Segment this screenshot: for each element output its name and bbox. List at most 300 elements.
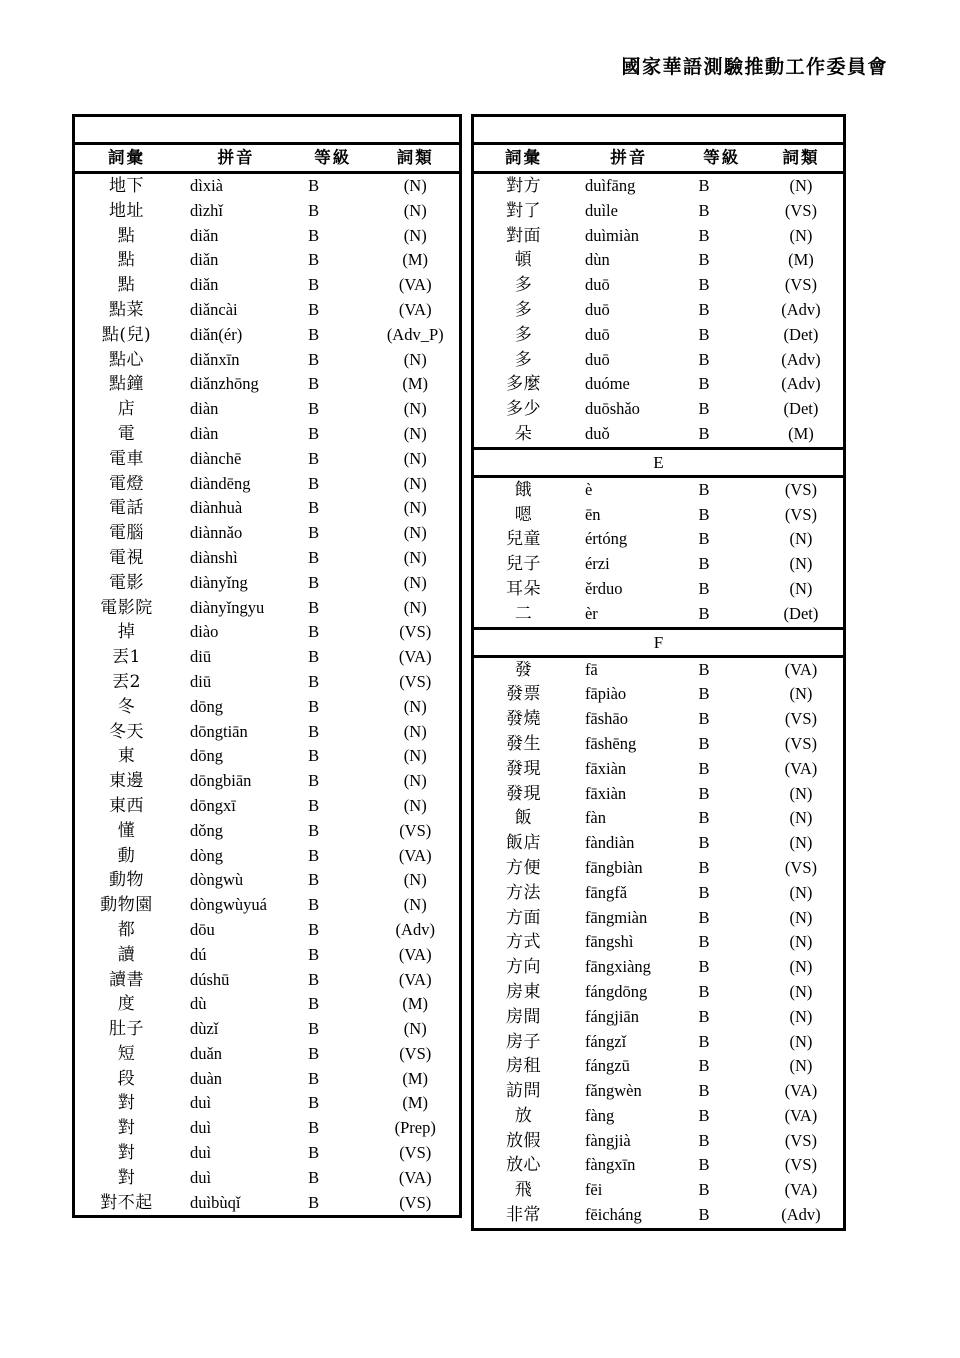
word-cell: 多 bbox=[514, 299, 533, 320]
level-cell: B bbox=[308, 647, 320, 667]
pos-cell: (Adv) bbox=[781, 349, 821, 369]
level-cell: B bbox=[698, 423, 710, 443]
table-row bbox=[473, 527, 845, 552]
level-cell: B bbox=[308, 498, 320, 518]
word-cell: 對 bbox=[117, 1093, 136, 1114]
word-cell: 房子 bbox=[505, 1031, 541, 1052]
level-cell: B bbox=[698, 758, 710, 778]
pos-cell: (VS) bbox=[784, 504, 817, 524]
level-cell: B bbox=[308, 696, 320, 716]
word-cell: 對 bbox=[117, 1143, 136, 1164]
pos-cell: (M) bbox=[402, 250, 429, 270]
word-cell: 發生 bbox=[505, 733, 541, 754]
word-cell: 點心 bbox=[108, 349, 144, 370]
word-cell: 點 bbox=[117, 275, 136, 296]
pinyin-cell: dōng bbox=[189, 696, 223, 716]
table-row bbox=[74, 248, 461, 273]
level-cell: B bbox=[308, 1019, 320, 1039]
table-row bbox=[473, 831, 845, 856]
pos-cell: (VA) bbox=[784, 1180, 818, 1200]
level-cell: B bbox=[308, 870, 320, 890]
word-cell: 多 bbox=[514, 275, 533, 296]
table-row bbox=[74, 968, 461, 993]
word-cell: 對面 bbox=[505, 225, 541, 246]
table-row bbox=[473, 1178, 845, 1203]
level-cell: B bbox=[308, 820, 320, 840]
word-cell: 非常 bbox=[505, 1205, 541, 1226]
pos-cell: (N) bbox=[789, 907, 813, 927]
table-row bbox=[473, 348, 845, 373]
pinyin-cell: fāngfǎ bbox=[584, 882, 628, 902]
word-cell: 發現 bbox=[505, 783, 541, 804]
level-cell: B bbox=[698, 1031, 710, 1051]
pinyin-cell: fángdōng bbox=[584, 981, 648, 1001]
spacer-cell bbox=[473, 116, 845, 144]
pos-cell: (VA) bbox=[398, 845, 432, 865]
table-row bbox=[473, 1203, 845, 1229]
word-cell: 冬天 bbox=[108, 721, 144, 742]
pinyin-cell: duì bbox=[189, 1093, 212, 1113]
table-row bbox=[74, 1116, 461, 1141]
pinyin-cell: fēi bbox=[584, 1180, 603, 1200]
pinyin-cell: diǎnxīn bbox=[189, 349, 240, 369]
table-row bbox=[74, 992, 461, 1017]
pinyin-cell: fēicháng bbox=[584, 1205, 642, 1225]
pinyin-cell: diǎn bbox=[189, 275, 219, 295]
pinyin-cell: dōngtiān bbox=[189, 721, 248, 741]
word-cell: 方式 bbox=[505, 932, 541, 953]
pos-cell: (N) bbox=[789, 1056, 813, 1076]
pinyin-cell: fángjiān bbox=[584, 1006, 639, 1026]
table-row bbox=[74, 620, 461, 645]
pos-cell: (N) bbox=[403, 895, 427, 915]
level-cell: B bbox=[698, 907, 710, 927]
table-row bbox=[74, 744, 461, 769]
table-row bbox=[473, 323, 845, 348]
word-cell: 段 bbox=[117, 1068, 136, 1089]
word-cell: 點鐘 bbox=[108, 374, 144, 395]
word-cell: 肚子 bbox=[108, 1019, 144, 1040]
word-cell: 對 bbox=[117, 1167, 136, 1188]
table-row bbox=[74, 819, 461, 844]
pinyin-cell: duì bbox=[189, 1118, 212, 1138]
pinyin-cell: diǎnzhōng bbox=[189, 374, 259, 394]
level-cell: B bbox=[308, 895, 320, 915]
table-row bbox=[473, 248, 845, 273]
pinyin-cell: è bbox=[584, 479, 593, 499]
level-cell: B bbox=[308, 547, 320, 567]
alphabet-section-divider bbox=[473, 628, 845, 656]
word-cell: 方向 bbox=[505, 957, 541, 978]
word-cell: 發票 bbox=[505, 684, 541, 705]
word-cell: 點菜 bbox=[108, 299, 144, 320]
word-cell: 度 bbox=[117, 994, 136, 1015]
pos-cell: (VA) bbox=[784, 659, 818, 679]
table-row bbox=[473, 173, 845, 199]
table-row bbox=[74, 173, 461, 199]
table-row bbox=[74, 323, 461, 348]
word-cell: 丟1 bbox=[112, 647, 141, 668]
pos-cell: (Adv) bbox=[395, 919, 435, 939]
pos-cell: (M) bbox=[402, 374, 429, 394]
pinyin-cell: duǒ bbox=[584, 423, 610, 443]
word-cell: 短 bbox=[117, 1043, 136, 1064]
pinyin-cell: diào bbox=[189, 622, 219, 642]
pinyin-cell: duō bbox=[584, 275, 610, 295]
level-cell: B bbox=[308, 622, 320, 642]
pinyin-cell: fàndiàn bbox=[584, 833, 635, 853]
column-header-row bbox=[473, 144, 845, 173]
pinyin-cell: diànyǐng bbox=[189, 572, 248, 592]
pinyin-cell: fāxiàn bbox=[584, 783, 627, 803]
table-row bbox=[473, 930, 845, 955]
level-cell: B bbox=[308, 1093, 320, 1113]
pos-cell: (VS) bbox=[399, 622, 432, 642]
level-cell: B bbox=[308, 671, 320, 691]
word-cell: 電影 bbox=[108, 572, 144, 593]
pos-cell: (N) bbox=[403, 870, 427, 890]
level-cell: B bbox=[698, 225, 710, 245]
pinyin-cell: dōng bbox=[189, 746, 223, 766]
pinyin-cell: diǎn(ér) bbox=[189, 324, 243, 344]
pos-cell: (Det) bbox=[783, 603, 819, 623]
pinyin-cell: fángzǐ bbox=[584, 1031, 627, 1051]
word-cell: 飛 bbox=[514, 1180, 533, 1201]
pinyin-cell: érzi bbox=[584, 554, 610, 574]
table-top-spacer-row bbox=[473, 116, 845, 144]
level-cell: B bbox=[308, 771, 320, 791]
pos-cell: (M) bbox=[788, 423, 814, 443]
word-cell: 電影院 bbox=[100, 597, 153, 618]
pos-cell: (N) bbox=[403, 1019, 427, 1039]
pinyin-cell: duìle bbox=[584, 200, 618, 220]
level-cell: B bbox=[308, 399, 320, 419]
pos-cell: (VA) bbox=[398, 1167, 432, 1187]
pos-cell: (VA) bbox=[398, 275, 432, 295]
spacer-cell bbox=[74, 116, 461, 144]
word-cell: 電視 bbox=[108, 547, 144, 568]
word-cell: 房東 bbox=[505, 981, 541, 1002]
word-cell: 頓 bbox=[514, 250, 533, 271]
pinyin-cell: dōngbiān bbox=[189, 771, 252, 791]
word-cell: 飯店 bbox=[505, 833, 541, 854]
pinyin-cell: duǎn bbox=[189, 1043, 223, 1063]
level-cell: B bbox=[698, 783, 710, 803]
table-row bbox=[473, 476, 845, 502]
pos-cell: (VS) bbox=[784, 479, 817, 499]
word-cell: 嗯 bbox=[514, 504, 533, 525]
table-row bbox=[473, 757, 845, 782]
level-cell: B bbox=[698, 1180, 710, 1200]
word-cell: 二 bbox=[514, 603, 533, 624]
left-table-body bbox=[74, 116, 461, 1217]
word-cell: 方法 bbox=[505, 882, 541, 903]
pos-cell: (Adv) bbox=[781, 299, 821, 319]
level-cell: B bbox=[698, 479, 710, 499]
pos-cell: (N) bbox=[403, 448, 427, 468]
level-cell: B bbox=[698, 833, 710, 853]
pos-cell: (N) bbox=[789, 225, 813, 245]
pinyin-cell: diàndēng bbox=[189, 473, 251, 493]
pos-cell: (N) bbox=[789, 1006, 813, 1026]
vocabulary-tables-container bbox=[72, 114, 888, 1231]
level-cell: B bbox=[698, 709, 710, 729]
column-header-pinyin: 拼音 bbox=[178, 144, 294, 173]
word-cell: 讀 bbox=[117, 944, 136, 965]
level-cell: B bbox=[698, 659, 710, 679]
pinyin-cell: duì bbox=[189, 1143, 212, 1163]
pinyin-cell: fàng bbox=[584, 1105, 615, 1125]
level-cell: B bbox=[308, 1192, 320, 1212]
level-cell: B bbox=[698, 603, 710, 623]
word-cell: 懂 bbox=[117, 820, 136, 841]
table-row bbox=[74, 521, 461, 546]
word-cell: 兒子 bbox=[505, 554, 541, 575]
pos-cell: (N) bbox=[403, 597, 427, 617]
word-cell: 放 bbox=[514, 1105, 533, 1126]
word-cell: 丟2 bbox=[112, 671, 141, 692]
pinyin-cell: fāshēng bbox=[584, 733, 637, 753]
level-cell: B bbox=[698, 1081, 710, 1101]
table-row bbox=[473, 656, 845, 682]
pinyin-cell: fāngbiàn bbox=[584, 857, 643, 877]
pinyin-cell: fāngshì bbox=[584, 932, 634, 952]
pinyin-cell: ēn bbox=[584, 504, 601, 524]
alphabet-section-divider bbox=[473, 448, 845, 476]
table-row bbox=[473, 273, 845, 298]
table-row bbox=[74, 1042, 461, 1067]
table-row bbox=[74, 943, 461, 968]
table-row bbox=[74, 695, 461, 720]
pos-cell: (VA) bbox=[398, 969, 432, 989]
pos-cell: (N) bbox=[789, 932, 813, 952]
word-cell: 朵 bbox=[514, 423, 533, 444]
pos-cell: (N) bbox=[789, 833, 813, 853]
table-row bbox=[74, 224, 461, 249]
level-cell: B bbox=[308, 374, 320, 394]
table-row bbox=[74, 893, 461, 918]
level-cell: B bbox=[308, 919, 320, 939]
column-header-pinyin: 拼音 bbox=[573, 144, 685, 173]
table-row bbox=[473, 397, 845, 422]
table-row bbox=[74, 199, 461, 224]
level-cell: B bbox=[698, 250, 710, 270]
table-row bbox=[74, 372, 461, 397]
level-cell: B bbox=[698, 932, 710, 952]
pinyin-cell: diàn bbox=[189, 399, 219, 419]
table-row bbox=[473, 1054, 845, 1079]
level-cell: B bbox=[308, 225, 320, 245]
pos-cell: (VA) bbox=[398, 944, 432, 964]
pos-cell: (N) bbox=[403, 696, 427, 716]
pos-cell: (Det) bbox=[783, 324, 819, 344]
pos-cell: (Adv_P) bbox=[386, 324, 444, 344]
pinyin-cell: értóng bbox=[584, 529, 628, 549]
table-row bbox=[473, 602, 845, 628]
word-cell: 對方 bbox=[505, 176, 541, 196]
pinyin-cell: duìmiàn bbox=[584, 225, 640, 245]
pos-cell: (Det) bbox=[783, 399, 819, 419]
pos-cell: (VS) bbox=[399, 1043, 432, 1063]
word-cell: 方便 bbox=[505, 857, 541, 878]
table-row bbox=[74, 496, 461, 521]
pos-cell: (N) bbox=[403, 721, 427, 741]
pinyin-cell: dìzhǐ bbox=[189, 200, 223, 220]
table-row bbox=[74, 447, 461, 472]
table-row bbox=[74, 571, 461, 596]
pinyin-cell: fángzū bbox=[584, 1056, 630, 1076]
pinyin-cell: duōshǎo bbox=[584, 399, 640, 419]
pos-cell: (Adv) bbox=[781, 1205, 821, 1225]
level-cell: B bbox=[698, 684, 710, 704]
pinyin-cell: fàngjià bbox=[584, 1130, 631, 1150]
level-cell: B bbox=[698, 733, 710, 753]
pos-cell: (N) bbox=[789, 783, 813, 803]
pinyin-cell: diànshì bbox=[189, 547, 238, 567]
table-row bbox=[74, 1191, 461, 1217]
pos-cell: (M) bbox=[402, 1093, 429, 1113]
table-row bbox=[473, 224, 845, 249]
pinyin-cell: duō bbox=[584, 299, 610, 319]
column-header-row bbox=[74, 144, 461, 173]
word-cell: 發燒 bbox=[505, 709, 541, 730]
table-row bbox=[74, 596, 461, 621]
table-row bbox=[473, 782, 845, 807]
pos-cell: (N) bbox=[789, 684, 813, 704]
pinyin-cell: fāshāo bbox=[584, 709, 629, 729]
pos-cell: (VS) bbox=[784, 1130, 817, 1150]
column-header-level: 等級 bbox=[294, 144, 371, 173]
level-cell: B bbox=[308, 1143, 320, 1163]
pinyin-cell: diū bbox=[189, 671, 212, 691]
pinyin-cell: dúshū bbox=[189, 969, 230, 989]
word-cell: 點(兒) bbox=[101, 324, 152, 345]
pos-cell: (N) bbox=[789, 882, 813, 902]
pinyin-cell: dōngxī bbox=[189, 795, 236, 815]
table-row bbox=[473, 199, 845, 224]
pinyin-cell: duō bbox=[584, 349, 610, 369]
word-cell: 飯 bbox=[514, 808, 533, 829]
table-row bbox=[473, 1030, 845, 1055]
word-cell: 讀書 bbox=[108, 969, 144, 990]
pinyin-cell: fā bbox=[584, 659, 598, 679]
word-cell: 電燈 bbox=[108, 473, 144, 494]
word-cell: 多少 bbox=[505, 399, 541, 420]
table-row bbox=[74, 1141, 461, 1166]
word-cell: 對了 bbox=[505, 200, 541, 221]
pos-cell: (VS) bbox=[784, 1155, 817, 1175]
table-row bbox=[473, 1079, 845, 1104]
table-row bbox=[74, 472, 461, 497]
pinyin-cell: diànnǎo bbox=[189, 523, 243, 543]
pos-cell: (N) bbox=[403, 225, 427, 245]
table-row bbox=[74, 348, 461, 373]
table-row bbox=[74, 1091, 461, 1116]
table-row bbox=[74, 422, 461, 447]
column-header-word: 詞彙 bbox=[74, 144, 178, 173]
word-cell: 點 bbox=[117, 250, 136, 271]
level-cell: B bbox=[698, 857, 710, 877]
table-row bbox=[74, 546, 461, 571]
table-row bbox=[74, 844, 461, 869]
table-row bbox=[473, 1153, 845, 1178]
pos-cell: (VS) bbox=[399, 820, 432, 840]
pos-cell: (VS) bbox=[399, 1143, 432, 1163]
pos-cell: (N) bbox=[789, 578, 813, 598]
word-cell: 掉 bbox=[117, 622, 136, 643]
level-cell: B bbox=[698, 1205, 710, 1225]
word-cell: 地下 bbox=[108, 176, 144, 196]
level-cell: B bbox=[698, 1155, 710, 1175]
level-cell: B bbox=[308, 1167, 320, 1187]
table-row bbox=[473, 1129, 845, 1154]
pos-cell: (N) bbox=[403, 200, 427, 220]
level-cell: B bbox=[308, 523, 320, 543]
table-row bbox=[74, 273, 461, 298]
word-cell: 房租 bbox=[505, 1056, 541, 1077]
table-row bbox=[473, 372, 845, 397]
pos-cell: (M) bbox=[402, 994, 429, 1014]
level-cell: B bbox=[308, 572, 320, 592]
level-cell: B bbox=[698, 981, 710, 1001]
word-cell: 多麼 bbox=[505, 374, 541, 395]
pinyin-cell: diǎn bbox=[189, 250, 219, 270]
pos-cell: (VS) bbox=[399, 1192, 432, 1212]
level-cell: B bbox=[698, 275, 710, 295]
pos-cell: (Prep) bbox=[394, 1118, 436, 1138]
word-cell: 動物園 bbox=[100, 895, 153, 916]
word-cell: 動物 bbox=[108, 870, 144, 891]
pos-cell: (VS) bbox=[784, 733, 817, 753]
level-cell: B bbox=[698, 1130, 710, 1150]
pos-cell: (N) bbox=[789, 808, 813, 828]
word-cell: 東邊 bbox=[108, 771, 144, 792]
word-cell: 多 bbox=[514, 324, 533, 345]
page-header-title: 國家華語測驗推動工作委員會 bbox=[621, 56, 888, 78]
word-cell: 兒童 bbox=[505, 529, 541, 550]
pos-cell: (VS) bbox=[784, 275, 817, 295]
level-cell: B bbox=[308, 299, 320, 319]
table-row bbox=[74, 769, 461, 794]
word-cell: 放心 bbox=[505, 1155, 541, 1176]
pos-cell: (N) bbox=[403, 746, 427, 766]
pos-cell: (N) bbox=[403, 349, 427, 369]
pinyin-cell: fàngxīn bbox=[584, 1155, 636, 1175]
pinyin-cell: duō bbox=[584, 324, 610, 344]
pinyin-cell: fāngmiàn bbox=[584, 907, 648, 927]
pos-cell: (N) bbox=[789, 981, 813, 1001]
table-row bbox=[74, 1166, 461, 1191]
level-cell: B bbox=[698, 504, 710, 524]
table-row bbox=[473, 856, 845, 881]
level-cell: B bbox=[308, 1068, 320, 1088]
pos-cell: (N) bbox=[789, 176, 813, 195]
pos-cell: (M) bbox=[788, 250, 814, 270]
pinyin-cell: diū bbox=[189, 647, 212, 667]
word-cell: 冬 bbox=[117, 696, 136, 717]
level-cell: B bbox=[308, 721, 320, 741]
level-cell: B bbox=[308, 473, 320, 493]
pinyin-cell: duìfāng bbox=[584, 176, 636, 195]
word-cell: 發現 bbox=[505, 758, 541, 779]
table-row bbox=[473, 298, 845, 323]
table-row bbox=[473, 682, 845, 707]
pos-cell: (M) bbox=[402, 1068, 429, 1088]
level-cell: B bbox=[698, 808, 710, 828]
pos-cell: (N) bbox=[403, 547, 427, 567]
level-cell: B bbox=[308, 746, 320, 766]
pos-cell: (N) bbox=[789, 1031, 813, 1051]
